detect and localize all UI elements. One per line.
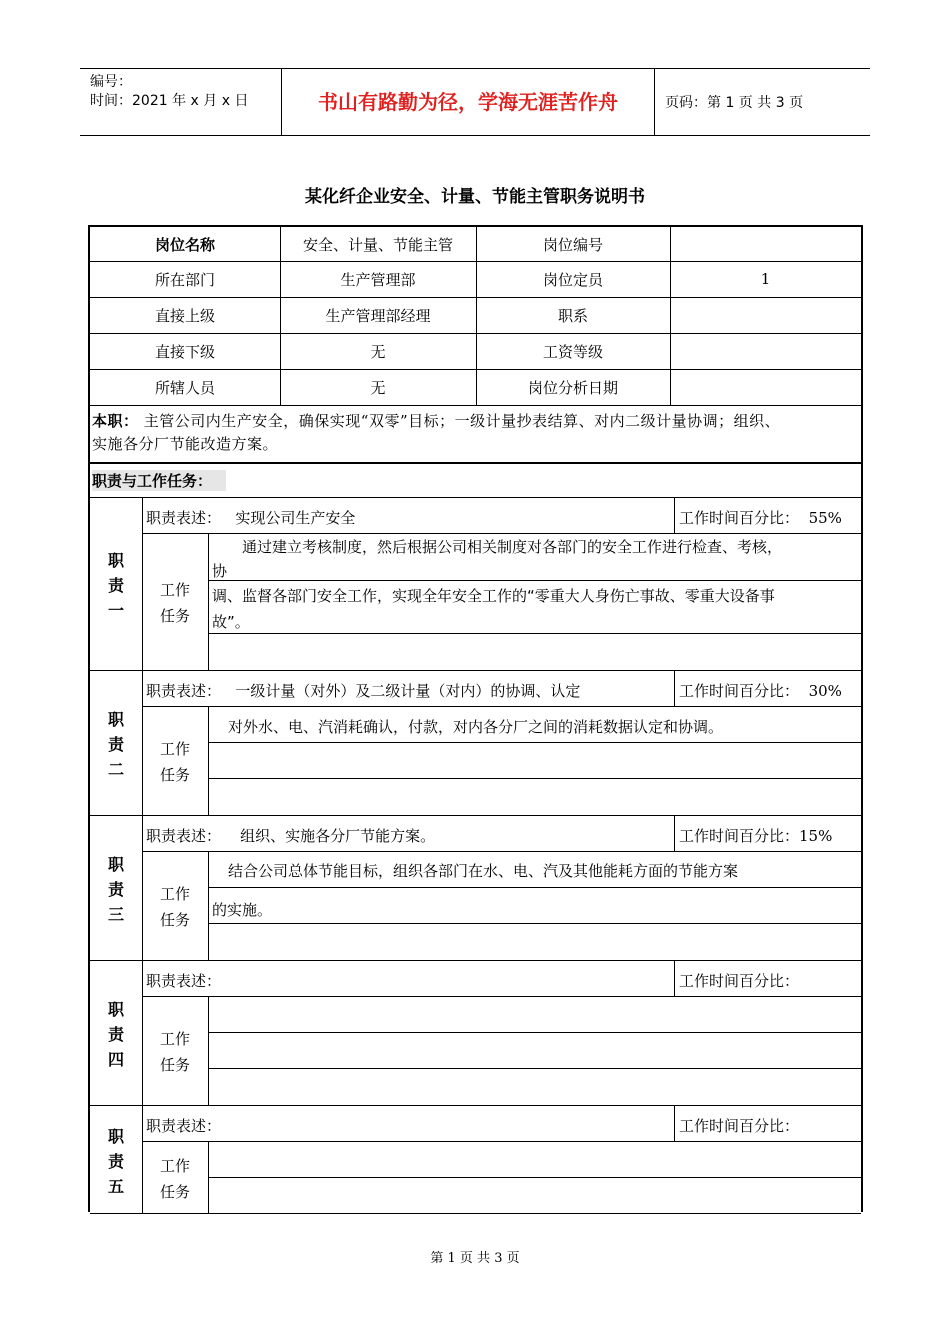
- time-label: 时间：2021 年 x 月 x 日: [90, 93, 249, 109]
- duty-3-task-label: 工作 任务: [159, 885, 190, 929]
- duty-1-desc: 职责表述： 实现公司生产安全: [146, 509, 356, 527]
- duty-2-task-label: 工作 任务: [159, 740, 190, 784]
- main-duty-line2: 实施各分厂节能改造方案。: [92, 435, 279, 453]
- info-key-0: 岗位名称: [154, 235, 215, 254]
- info-val-0: 安全、计量、节能主管: [302, 235, 453, 254]
- duty-1-task-label: 工作 任务: [159, 581, 190, 625]
- duty-2-label: 职 责 二: [107, 710, 124, 779]
- duty-1-task-4: 故”。: [212, 613, 250, 631]
- info-val2-1: 1: [760, 270, 771, 288]
- info-key-2: 直接上级: [154, 306, 215, 325]
- info-val-1: 生产管理部: [340, 270, 416, 289]
- duty-5-pct: 工作时间百分比：: [679, 1117, 800, 1135]
- duty-2-pct: 工作时间百分比： 30%: [679, 682, 842, 700]
- info-val2-2: [670, 297, 861, 333]
- info-key-3: 直接下级: [154, 342, 215, 361]
- info-key2-3: 工资等级: [542, 342, 603, 361]
- duty-4-pct: 工作时间百分比：: [679, 972, 800, 990]
- duty-3-pct: 工作时间百分比：15%: [679, 827, 833, 845]
- info-key-4: 所辖人员: [154, 378, 215, 397]
- job-description-table: [88, 225, 863, 1212]
- info-val-4: 无: [370, 378, 386, 397]
- number-label: 编号：: [90, 74, 132, 90]
- page-label: 页码：第 1 页 共 3 页: [665, 95, 804, 111]
- duty-2-desc: 职责表述： 一级计量（对外）及二级计量（对内）的协调、认定: [146, 682, 581, 700]
- info-key2-4: 岗位分析日期: [527, 378, 618, 397]
- duty-5-desc: 职责表述：: [146, 1117, 222, 1135]
- info-val2-3: [670, 333, 861, 369]
- duty-3-task-2: 的实施。: [212, 901, 273, 919]
- duty-1-pct: 工作时间百分比： 55%: [679, 509, 842, 527]
- duty-3-desc: 职责表述： 组织、实施各分厂节能方案。: [146, 827, 436, 845]
- main-duty-line1: 主管公司内生产安全，确保实现“双零”目标；一级计量抄表结算、对内二级计量协调；组织、: [143, 412, 781, 430]
- info-key-1: 所在部门: [154, 270, 215, 289]
- duty-5-task-label: 工作 任务: [159, 1157, 190, 1201]
- info-key2-0: 岗位编号: [542, 235, 603, 254]
- motto: 书山有路勤为径，学海无涯苦作舟: [281, 69, 655, 135]
- main-duty: [92, 410, 860, 456]
- duty-2-task-1: 对外水、电、汽消耗确认，付款，对内各分厂之间的消耗数据认定和协调。: [228, 718, 724, 736]
- duty-1-label: 职 责 一: [107, 551, 124, 620]
- main-duty-label: 本职：: [92, 412, 139, 430]
- duty-1-task-3: 调、监督各部门安全工作，实现全年安全工作的“零重大人身伤亡事故、零重大设备事: [212, 587, 775, 605]
- duty-4-task-label: 工作 任务: [159, 1030, 190, 1074]
- duties-section-title: 职责与工作任务：: [92, 470, 226, 491]
- duty-4-label: 职 责 四: [107, 1000, 124, 1069]
- info-val-2: 生产管理部经理: [325, 306, 431, 325]
- header-meta: [80, 69, 281, 135]
- page-header: [80, 68, 870, 136]
- info-val2-4: [670, 369, 861, 405]
- info-key2-2: 职系: [557, 306, 588, 325]
- info-val2-0: [670, 227, 861, 261]
- duty-5-label: 职 责 五: [107, 1127, 124, 1196]
- page-footer: 第 1 页 共 3 页: [430, 1251, 520, 1266]
- info-key2-1: 岗位定员: [542, 270, 603, 289]
- document-title: 某化纤企业安全、计量、节能主管职务说明书: [305, 187, 645, 207]
- duty-3-task-1: 结合公司总体节能目标，组织各部门在水、电、汽及其他能耗方面的节能方案: [228, 862, 739, 880]
- info-val-3: 无: [370, 342, 386, 361]
- duty-1-task-1: 通过建立考核制度，然后根据公司相关制度对各部门的安全工作进行检查、考核，: [242, 538, 783, 556]
- duty-1-task-2: 协: [212, 562, 228, 580]
- duty-4-desc: 职责表述：: [146, 972, 222, 990]
- duty-3-label: 职 责 三: [107, 855, 124, 924]
